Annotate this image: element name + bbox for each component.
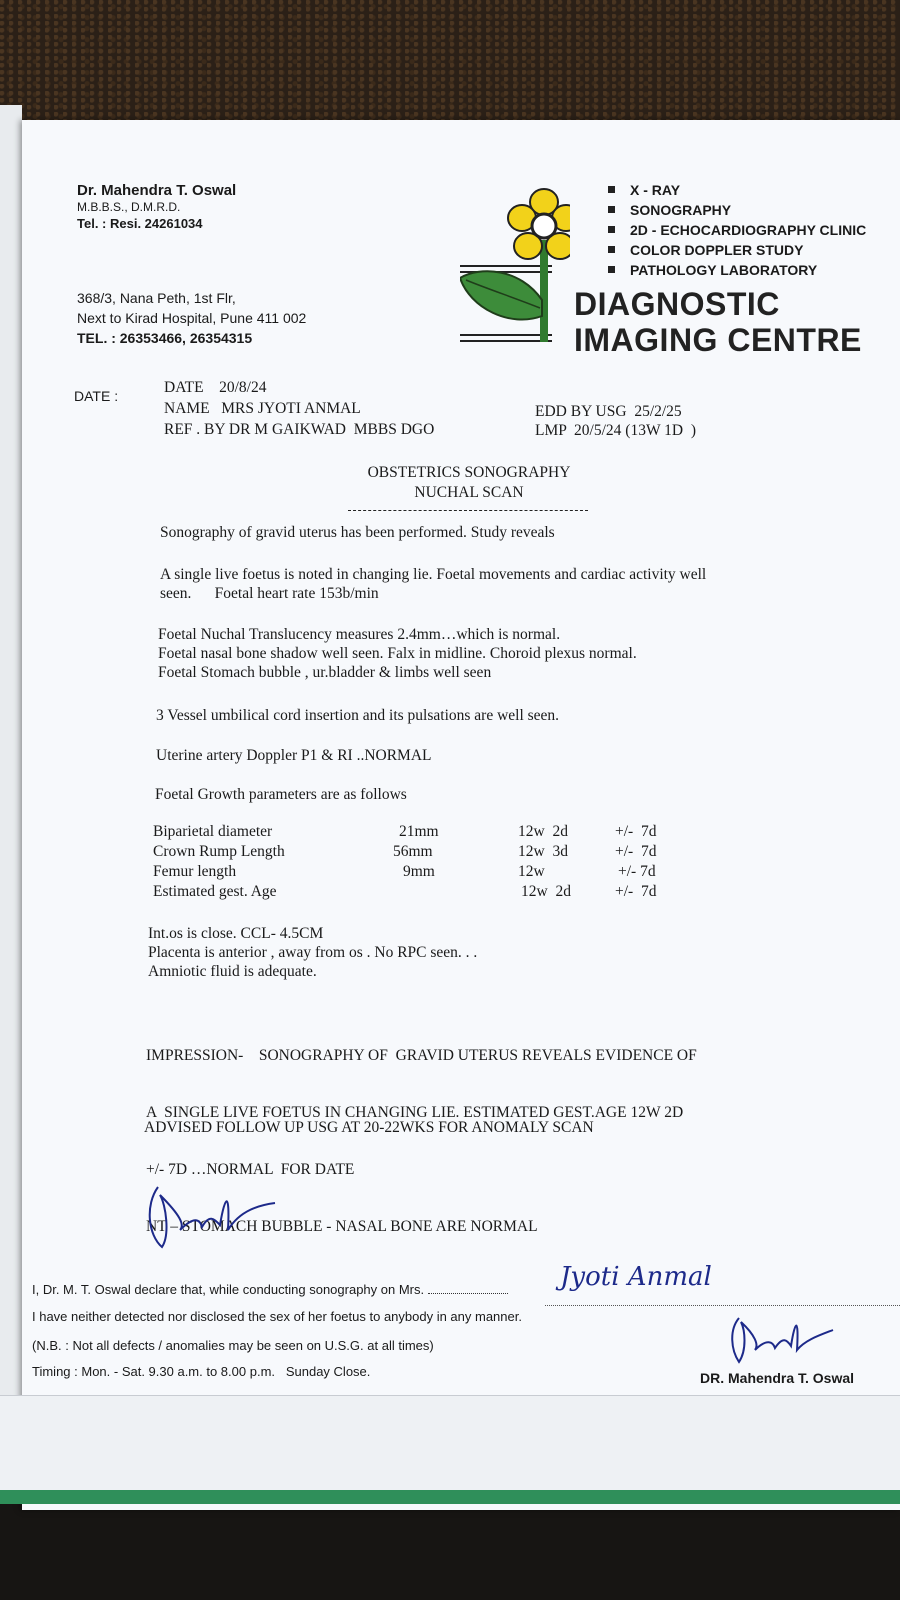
service-item: COLOR DOPPLER STUDY — [608, 240, 866, 260]
param-name: Estimated gest. Age — [153, 883, 277, 900]
findings-paragraph-3 — [148, 924, 477, 981]
signatory-signature-icon — [725, 1310, 835, 1370]
clinic-address — [77, 288, 306, 348]
report-subtitle: NUCHAL SCAN — [414, 484, 524, 501]
text-line: A SINGLE LIVE FOETUS IN CHANGING LIE. ESTIMATED GEST.AGE 12W 2D — [146, 1104, 684, 1121]
text-line: +/- 7D …NORMAL FOR DATE — [146, 1161, 355, 1178]
intro-text: Sonography of gravid uterus has been performed. Study reveals — [160, 524, 555, 541]
text-line: Foetal Stomach bubble , ur.bladder & limbs well seen — [158, 664, 492, 681]
doctor-signature-icon — [140, 1175, 280, 1255]
sheet-lower-fold — [0, 1395, 900, 1491]
centre-name-line-1: DIAGNOSTIC — [574, 286, 780, 322]
text-line: Foetal Nuchal Translucency measures 2.4mm…which is normal. — [158, 626, 561, 643]
dotted-fill-line — [428, 1293, 508, 1294]
lmp: LMP 20/5/24 (13W 1D ) — [535, 422, 697, 439]
doctor-residence-tel: Tel. : Resi. 24261034 — [77, 216, 203, 231]
uterine-artery-finding: Uterine artery Doppler P1 & RI ..NORMAL — [156, 747, 432, 764]
param-value: 21mm — [399, 823, 439, 840]
findings-paragraph-1 — [160, 565, 706, 603]
signatory-name: DR. Mahendra T. Oswal — [700, 1370, 855, 1386]
handwritten-patient-name: Jyoti Anmal — [560, 1262, 712, 1292]
findings-paragraph-2 — [158, 625, 637, 682]
declaration-line-2: I have neither detected nor disclosed the sex of her foetus to anybody in any manner. — [32, 1309, 522, 1324]
report-title: OBSTETRICS SONOGRAPHY — [367, 464, 571, 481]
clinic-timing: Timing : Mon. - Sat. 9.30 a.m. to 8.00 p.m. Sunday Close. — [32, 1364, 371, 1379]
text-line: seen. Foetal heart rate 153b/min — [160, 585, 379, 602]
param-name: Crown Rump Length — [153, 843, 285, 860]
services-list — [608, 180, 866, 280]
text-line: Int.os is close. CCL- 4.5CM — [148, 925, 324, 942]
text-line: NT – STOMACH BUBBLE - NASAL BONE ARE NORMAL — [146, 1218, 538, 1235]
param-age: 12w 3d — [518, 843, 568, 860]
text-line: Placenta is anterior , away from os . No RPC seen. . . — [148, 944, 478, 961]
param-age: 12w 2d — [521, 883, 571, 900]
declaration-line-1 — [32, 1282, 508, 1297]
param-age: 12w — [518, 863, 545, 880]
table-surface-bottom — [0, 1500, 900, 1600]
param-name: Biparietal diameter — [153, 823, 273, 840]
report-date: DATE 20/8/24 — [164, 379, 267, 396]
text-line: IMPRESSION- SONOGRAPHY OF GRAVID UTERUS REVEALS EVIDENCE OF — [146, 1047, 697, 1064]
param-age: 12w 2d — [518, 823, 568, 840]
underlying-sheet-edge — [0, 105, 22, 1500]
param-value: 56mm — [393, 843, 433, 860]
param-name: Femur length — [153, 863, 237, 880]
declaration-note: (N.B. : Not all defects / anomalies may be seen on U.S.G. at all times) — [32, 1338, 434, 1353]
address-line-2: Next to Kirad Hospital, Pune 411 002 — [77, 310, 307, 326]
dotted-fill-line-extension — [545, 1305, 900, 1306]
folder-green-edge — [0, 1490, 900, 1504]
centre-name — [574, 286, 862, 358]
address-line-1: 368/3, Nana Peth, 1st Flr, — [77, 290, 236, 306]
param-range: +/- 7d — [615, 823, 657, 840]
service-item: SONOGRAPHY — [608, 200, 866, 220]
doctor-header — [77, 182, 236, 231]
param-range: +/- 7d — [615, 843, 657, 860]
text-line: Foetal nasal bone shadow well seen. Falx in midline. Choroid plexus normal. — [158, 645, 637, 662]
text-line: Amniotic fluid is adequate. — [148, 963, 317, 980]
patient-name: NAME MRS JYOTI ANMAL — [164, 400, 361, 417]
centre-name-line-2: IMAGING CENTRE — [574, 322, 862, 358]
param-range: +/- 7d — [615, 883, 657, 900]
title-divider — [348, 510, 588, 511]
service-item: X - RAY — [608, 180, 866, 200]
declaration-text: I, Dr. M. T. Oswal declare that, while conducting sonography on Mrs. — [32, 1282, 425, 1297]
param-range: +/- 7d — [618, 863, 656, 880]
referring-doctor: REF . BY DR M GAIKWAD MBBS DGO — [164, 421, 435, 438]
service-item: PATHOLOGY LABORATORY — [608, 260, 866, 280]
doctor-qualifications: M.B.B.S., D.M.R.D. — [77, 200, 181, 214]
clinic-tel: TEL. : 26353466, 26354315 — [77, 330, 253, 346]
flower-logo-icon — [460, 188, 570, 353]
umbilical-cord-finding: 3 Vessel umbilical cord insertion and its pulsations are well seen. — [156, 707, 560, 724]
text-line: A single live foetus is noted in changing lie. Foetal movements and cardiac activity well — [160, 566, 707, 583]
edd-by-usg: EDD BY USG 25/2/25 — [535, 403, 682, 420]
advice: ADVISED FOLLOW UP USG AT 20-22WKS FOR ANOMALY SCAN — [144, 1119, 594, 1136]
doctor-name: Dr. Mahendra T. Oswal — [77, 182, 237, 199]
date-label: DATE : — [74, 388, 119, 404]
service-item: 2D - ECHOCARDIOGRAPHY CLINIC — [608, 220, 866, 240]
growth-intro: Foetal Growth parameters are as follows — [155, 786, 407, 803]
param-value: 9mm — [403, 863, 435, 880]
